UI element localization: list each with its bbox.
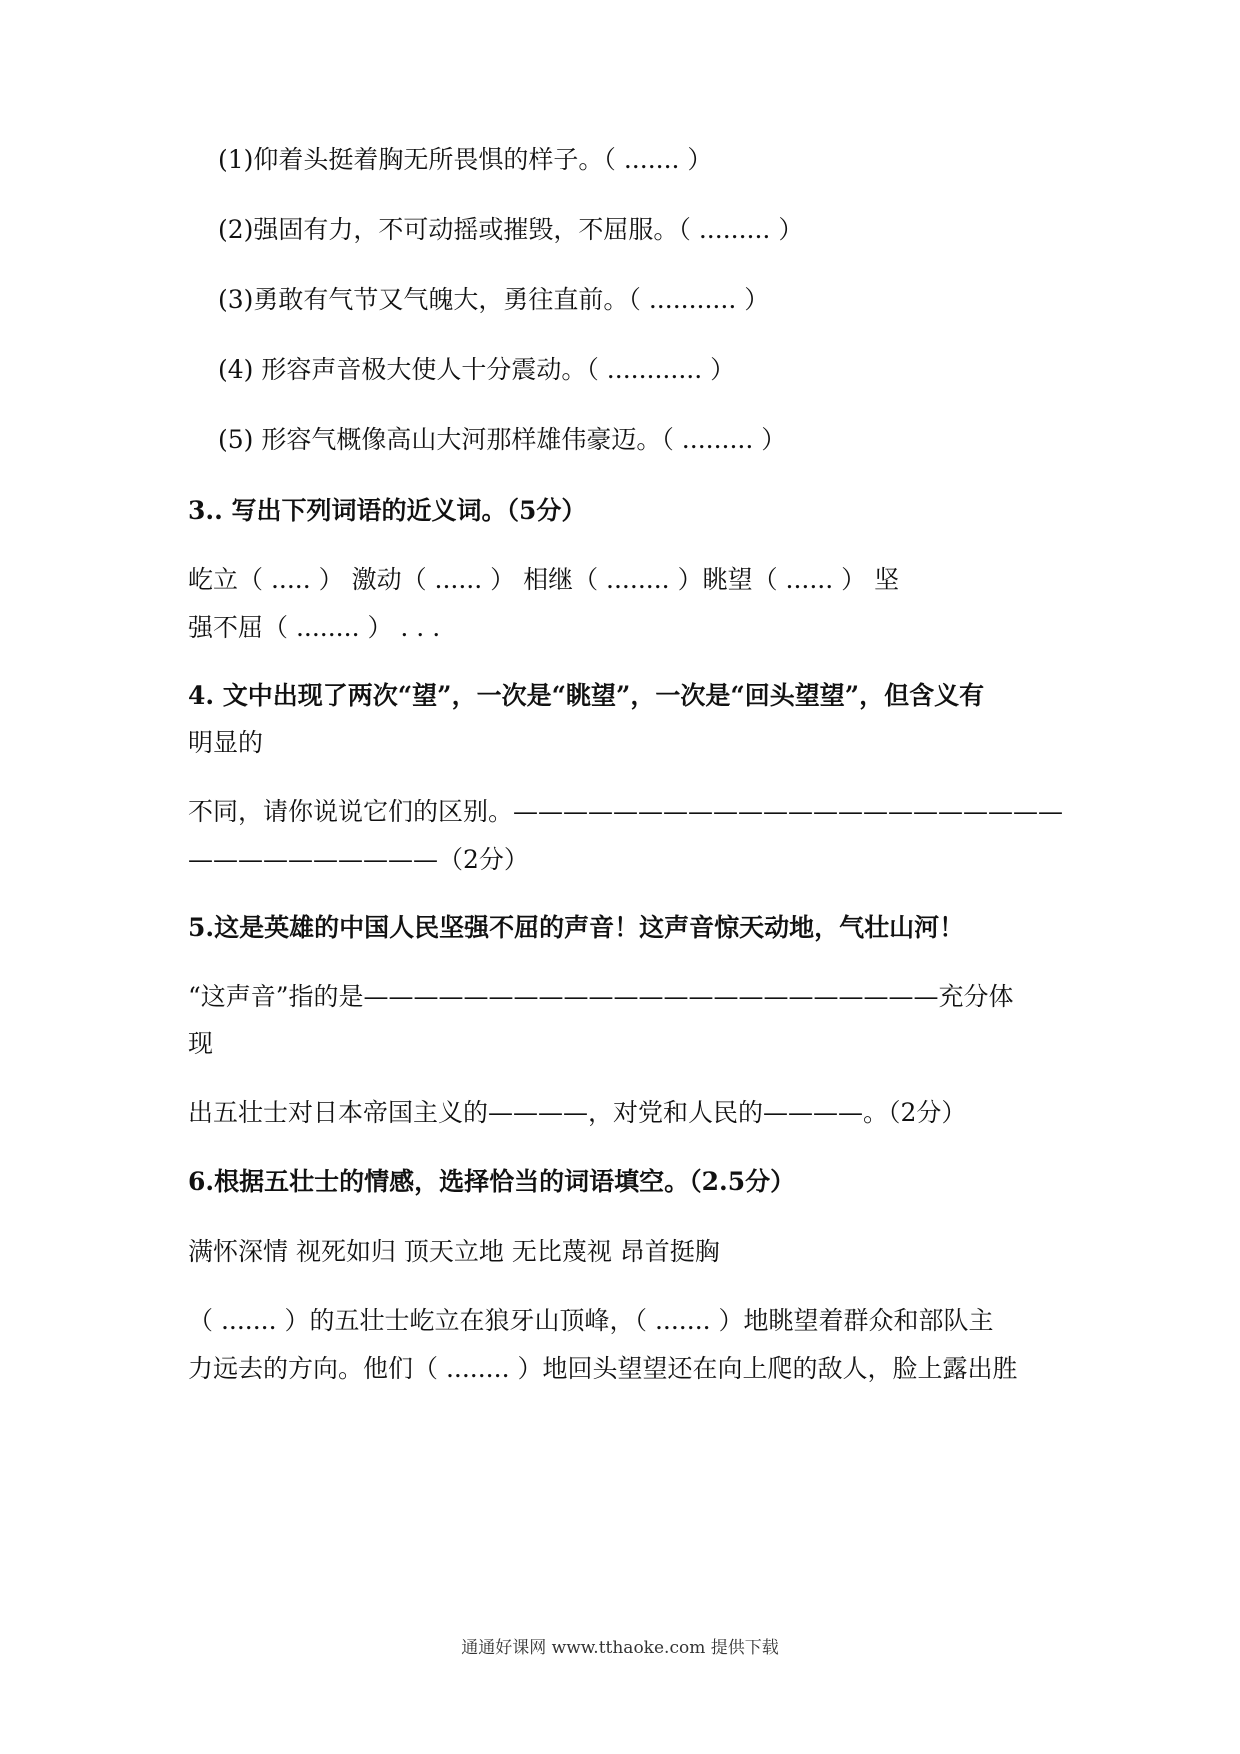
question-5-line-2: “这声音”指的是———————————————————————充分体: [188, 982, 1014, 1011]
page-footer: 通通好课网 www.tthaoke.com 提供下载: [461, 1638, 779, 1658]
question-5-line-1: 5.这是英雄的中国人民坚强不屈的声音！这声音惊天动地，气壮山河！: [188, 913, 965, 942]
question-3-title: 3.. 写出下列词语的近义词。（5分）: [188, 496, 587, 525]
definition-item-5: (5) 形容气概像高山大河那样雄伟豪迈。（ ......... ）: [218, 425, 787, 454]
question-4-line-4: ——————————（2分）: [188, 845, 529, 874]
question-4-line-1: 4. 文中出现了两次“望”，一次是“眺望”，一次是“回头望望”，但含义有: [188, 681, 985, 710]
definition-item-2: (2)强固有力，不可动摇或摧毁，不屈服。（ ......... ）: [218, 215, 804, 244]
question-4-line-2: 明显的: [188, 728, 264, 757]
question-3-line-2: 强不屈（ ........ ） . . .: [188, 613, 441, 642]
question-3-line-1: 屹立（ ..... ） 激动（ ...... ） 相继（ ........ ）眺望（ ...... ） 坚: [188, 565, 900, 594]
question-4-line-3: 不同，请你说说它们的区别。——————————————————————: [188, 797, 1064, 826]
question-6-line-2: 力远去的方向。他们（ ........ ）地回头望望还在向上爬的敌人，脸上露出胜: [188, 1354, 1018, 1383]
question-6-word-options: 满怀深情 视死如归 顶天立地 无比蔑视 昂首挺胸: [188, 1237, 720, 1266]
question-6-title: 6.根据五壮士的情感，选择恰当的词语填空。（2.5分）: [188, 1167, 796, 1196]
definition-item-3: (3)勇敢有气节又气魄大，勇往直前。（ ........... ）: [218, 285, 770, 314]
question-6-line-1: （ ....... ）的五壮士屹立在狼牙山顶峰，（ ....... ）地眺望着群众和部队主: [188, 1306, 994, 1335]
definition-item-4: (4) 形容声音极大使人十分震动。（ ............ ）: [218, 355, 736, 384]
question-5-line-3: 现: [188, 1029, 214, 1058]
question-5-line-4: 出五壮士对日本帝国主义的————，对党和人民的————。（2分）: [188, 1098, 967, 1127]
definition-item-1: (1)仰着头挺着胸无所畏惧的样子。（ ....... ）: [218, 145, 713, 174]
